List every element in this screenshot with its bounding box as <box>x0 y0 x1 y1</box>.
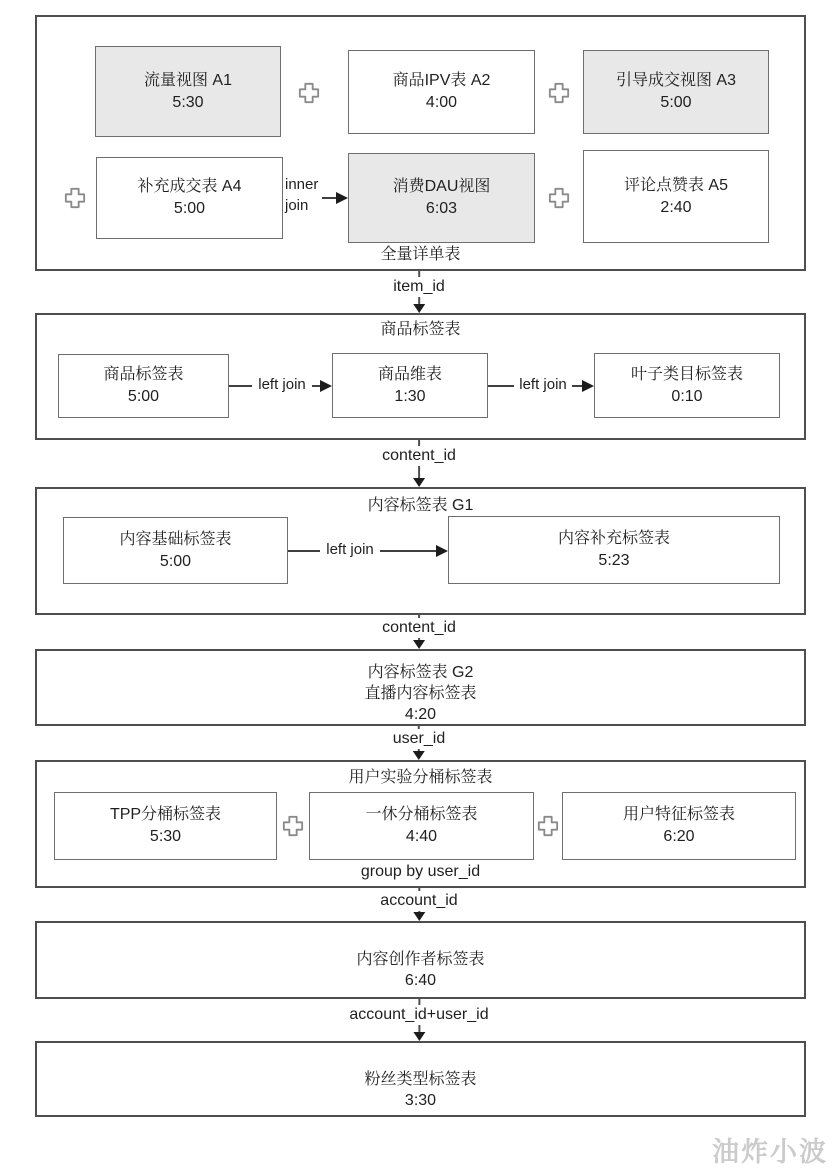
node-label: 内容补充标签表 <box>557 530 670 547</box>
node-time: 5:30 <box>149 828 182 845</box>
node-time: 3:30 <box>404 1092 437 1109</box>
node-time: 0:10 <box>671 387 703 405</box>
plus-icon <box>548 81 570 105</box>
connector-label: item_id <box>393 278 445 295</box>
node-yixiu-bucket-tag-table <box>309 792 534 860</box>
node-time: 2:40 <box>660 198 692 216</box>
node-comment-like-a5 <box>583 150 769 243</box>
section-item-tag-table <box>35 313 806 440</box>
arrowhead-right-icon <box>320 380 332 392</box>
section-content-tag-table-g1 <box>35 487 806 615</box>
connector-label: content_id <box>382 619 456 636</box>
node-content-creator-tag-table <box>35 921 806 999</box>
node-time: 4:40 <box>405 828 438 845</box>
section-title: 全量详单表 <box>380 246 461 263</box>
node-label: 用户特征标签表 <box>622 806 735 823</box>
join-label-inner-join: inner join <box>285 176 319 214</box>
node-traffic-view-a1 <box>95 46 281 137</box>
connector-content-id <box>382 615 456 649</box>
node-label: 消费DAU视图 <box>392 178 491 195</box>
arrowhead-down-icon <box>413 912 425 921</box>
connector-label: content_id <box>382 447 456 464</box>
node-guided-deal-view-a3 <box>583 50 769 134</box>
connector-line <box>418 1025 420 1032</box>
connector-line <box>418 297 420 304</box>
section-user-experiment-bucket-tag-table <box>35 760 806 888</box>
arrowhead-down-icon <box>413 304 425 313</box>
section-title: 商品标签表 <box>380 321 461 338</box>
node-label: 引导成交视图 A3 <box>615 72 737 89</box>
node-time: 5:30 <box>172 93 204 111</box>
node-label: 商品维表 <box>377 365 442 383</box>
node-label: 评论点赞表 A5 <box>623 176 729 194</box>
node-label: 粉丝类型标签表 <box>364 1071 477 1088</box>
node-time: 6:20 <box>663 828 695 845</box>
connector-content-id <box>382 440 456 487</box>
arrowhead-down-icon <box>413 1032 425 1041</box>
connector-item-id <box>393 271 445 313</box>
arrow-line <box>322 197 336 199</box>
arrowhead-right-icon <box>336 192 348 204</box>
node-time: 1:30 <box>394 387 426 405</box>
section-title: 用户实验分桶标签表 <box>348 769 493 786</box>
connector-account-id-user-id <box>349 999 488 1041</box>
connector-user-id <box>393 726 445 760</box>
connector-label: account_id+user_id <box>349 1006 489 1023</box>
watermark-text: 油炸小波 <box>712 1137 828 1167</box>
arrowhead-down-icon <box>413 751 425 760</box>
node-time: 4:00 <box>425 94 458 111</box>
join-label-left-join: left join <box>514 375 572 395</box>
plus-icon <box>282 814 304 838</box>
plus-icon <box>537 814 559 838</box>
node-label: 补充成交表 A4 <box>137 178 242 195</box>
section-title: 内容标签表 G1 <box>367 497 474 514</box>
node-item-dim-table <box>332 353 488 418</box>
node-content-tag-table-g2 <box>35 649 806 726</box>
arrowhead-right-icon <box>436 545 448 557</box>
node-label: 商品标签表 <box>103 366 184 383</box>
node-label: 内容标签表 G2 <box>367 664 474 681</box>
join-label-left-join: left join <box>252 375 312 395</box>
node-supplement-deal-a4 <box>96 157 283 239</box>
node-label: TPP分桶标签表 <box>109 806 222 823</box>
section-full-detail-table <box>35 15 806 271</box>
node-label: 内容基础标签表 <box>119 530 232 548</box>
arrowhead-right-icon <box>582 380 594 392</box>
node-content-base-tag-table <box>63 517 288 584</box>
connector-account-id <box>380 888 457 921</box>
plus-icon <box>64 186 86 210</box>
node-time: 5:00 <box>173 200 206 217</box>
node-consume-dau-view <box>348 153 535 243</box>
node-time: 5:00 <box>159 552 192 570</box>
node-label: 商品IPV表 A2 <box>392 72 491 89</box>
node-user-feature-tag-table <box>562 792 796 860</box>
section-footer-group-by: group by user_id <box>360 863 481 880</box>
node-tpp-bucket-tag-table <box>54 792 277 860</box>
node-time: 6:40 <box>404 972 437 989</box>
node-sublabel: 直播内容标签表 <box>364 685 477 702</box>
node-time: 5:23 <box>598 552 630 569</box>
node-content-supplement-tag-table <box>448 516 780 584</box>
arrowhead-down-icon <box>413 640 425 649</box>
connector-label: user_id <box>392 730 446 747</box>
connector-label: account_id <box>380 892 458 909</box>
connector-line <box>418 466 420 478</box>
plus-icon <box>548 186 570 210</box>
node-label: 内容创作者标签表 <box>356 951 485 968</box>
node-fan-type-tag-table <box>35 1041 806 1117</box>
node-label: 叶子类目标签表 <box>630 365 743 383</box>
node-leaf-category-tag-table <box>594 353 780 418</box>
join-label-left-join: left join <box>320 540 380 560</box>
plus-icon <box>298 81 320 105</box>
node-time: 5:00 <box>660 94 692 111</box>
node-time: 5:00 <box>127 388 160 405</box>
node-label: 流量视图 A1 <box>143 71 233 89</box>
node-time: 6:03 <box>425 200 458 217</box>
node-item-tag-table <box>58 354 229 418</box>
node-item-ipv-a2 <box>348 50 535 134</box>
arrowhead-down-icon <box>413 478 425 487</box>
node-label: 一休分桶标签表 <box>365 806 478 823</box>
node-time: 4:20 <box>404 706 437 723</box>
